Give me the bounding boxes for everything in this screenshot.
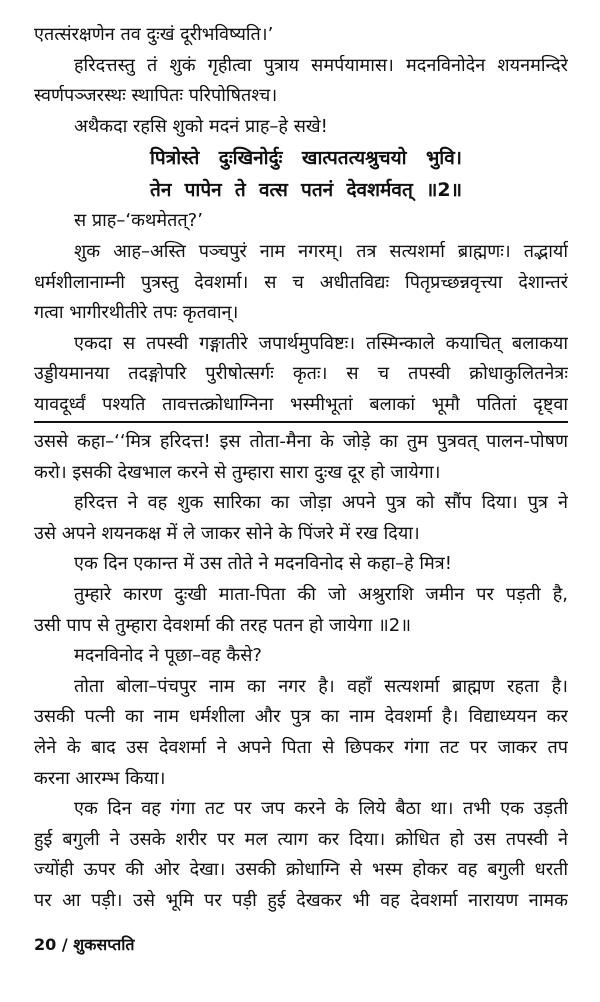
text-line: एतत्संरक्षणेन तव दुःखं दूरीभविष्यति।’ (34, 24, 274, 45)
text-line: उसे अपने शयनकक्ष में ले जाकर सोने के पिंजरे में रख दिया। (34, 522, 420, 544)
text-line: स्वर्णपञ्जरस्थः स्थापितः परिपोषितश्च। (34, 85, 278, 107)
hindi-translation-block (34, 427, 568, 917)
text-line: ज्योंही ऊपर की ओर देखा। उसकी क्रोधाग्नि से भस्म होकर वह बगुली धरती (34, 859, 568, 881)
text-line: एक दिन एकान्त में उस तोते ने मदनविनोद से कहा–हे मित्र! (74, 553, 452, 575)
text-line: लेने के बाद उस देवशर्मा ने अपने पिता से छिपकर गंगा तट पर जाकर तप (34, 736, 568, 758)
text-line: मदनविनोद ने पूछा–वह कैसे? (74, 645, 262, 667)
text-line: उससे कहा–‘‘मित्र हरिदत्त! इस तोता-मैना के जोड़े का तुम पुत्रवत् पालन-पोषण (34, 431, 568, 452)
text-line: गत्वा भागीरथीतीरे तपः कृतवान्। (34, 302, 239, 324)
page-footer: 20 / शुकसप्तति (34, 935, 135, 954)
text-line: उसकी पत्नी का नाम धर्मशीला और पुत्र का नाम देवशर्मा है। विद्याध्ययन कर (34, 706, 568, 728)
text-line: तोता बोला–पंचपुर नाम का नगर है। वहाँ सत्यशर्मा ब्राह्मण रहता है। (74, 675, 568, 697)
text-line: अथैकदा रहसि शुको मदनं प्राह–हे सखे! (74, 115, 328, 137)
text-line: तुम्हारे कारण दुःखी माता-पिता की जो अश्रुराशि जमीन पर पड़ती है, (74, 583, 568, 605)
verse-line: तेन पापेन ते वत्स पतनं देवशर्मवत् ॥2॥ (150, 179, 462, 202)
text-line: धर्मशीलानाम्नी पुत्रस्तु देवशर्मा। स च अधीतविद्यः पितृप्रच्छन्नवृत्त्या देशान्तरं (34, 271, 568, 293)
section-divider (34, 421, 568, 423)
text-line: हरिदत्त ने वह शुक सारिका का जोड़ा अपने पुत्र को सौंप दिया। पुत्र ने (74, 492, 568, 514)
text-line: उड्डीयमानया तदङ्गोपरि पुरीषोत्सर्गः कृतः। स च तपस्वी क्रोधाकुलितनेत्रः (34, 363, 568, 385)
text-line: करना आरम्भ किया। (34, 767, 166, 789)
verse-line: पित्रोस्ते दुःखिनोर्दुः खात्पतत्यश्रुचयो भुवि। (150, 147, 462, 170)
text-line: उसी पाप से तुम्हारा देवशर्मा की तरह पतन हो जायेगा ॥2॥ (34, 614, 411, 636)
text-line: एकदा स तपस्वी गङ्गातीरे जपार्थमुपविष्टः। तस्मिन्काले कयाचित् बलाकया (74, 332, 568, 354)
text-line: यावदूर्ध्वं पश्यति तावत्तत्क्रोधाग्निना भस्मीभूतां बलाकां भूमौ पतितां दृष्ट्वा (34, 393, 568, 415)
text-line: स प्राह–‘कथमेतत्?’ (74, 210, 203, 232)
text-line: एक दिन वह गंगा तट पर जप करने के लिये बैठा था। तभी एक उड़ती (74, 798, 568, 820)
text-line: पर आ पड़ी। उसे भूमि पर पड़ी हुई देखकर भी वह देवशर्मा नारायण नामक (34, 889, 568, 911)
text-line: करो। इसकी देखभाल करने से तुम्हारा सारा दुःख दूर हो जायेगा। (34, 461, 441, 483)
text-line: हरिदत्तस्तु तं शुकं गृहीत्वा पुत्राय समर्पयामास। मदनविनोदेन शयनमन्दिरे (74, 54, 568, 76)
text-line: शुक आह–अस्ति पञ्चपुरं नाम नगरम्। तत्र सत्यशर्मा ब्राह्मणः। तद्भार्या (74, 240, 568, 262)
text-line: हुई बगुली ने उसके शरीर पर मल त्याग कर दिया। क्रोधित हो उस तपस्वी ने (34, 828, 568, 850)
sanskrit-text-block (34, 20, 568, 421)
